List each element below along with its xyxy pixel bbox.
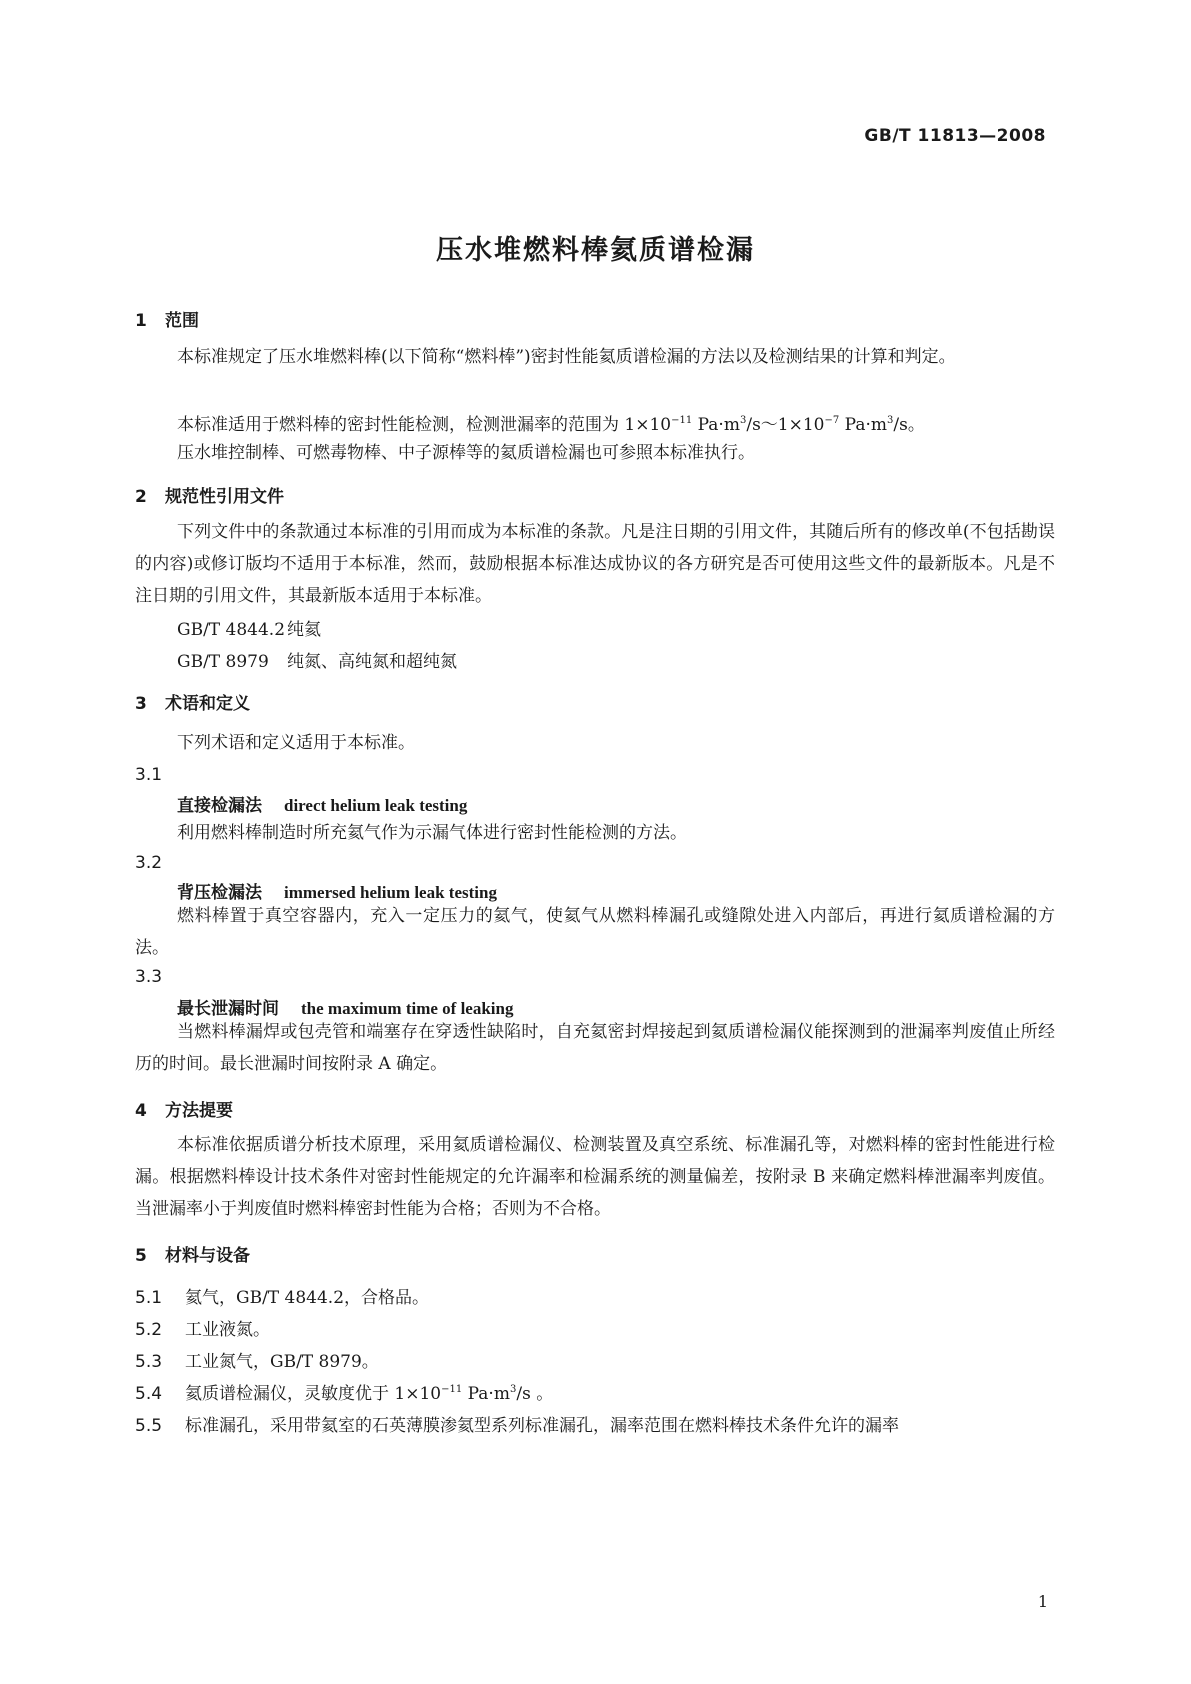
- term-number: 3.1: [135, 765, 163, 785]
- term-heading: [177, 791, 467, 816]
- term-zh: 直接检漏法: [177, 796, 262, 816]
- section-1-paragraph-1: 本标准规定了压水堆燃料棒(以下简称“燃料棒”)密封性能氦质谱检漏的方法以及检测结果的计算和判定。: [177, 347, 956, 367]
- superscript: 3: [509, 1384, 517, 1395]
- section-1-heading: [135, 306, 199, 331]
- term-definition: 当燃料棒漏焊或包壳管和端塞存在穿透性缺陷时，自充氦密封焊接起到氦质谱检漏仪能探测到的泄漏率判废值止所经历的时间。最长泄漏时间按附录 A 确定。: [135, 1022, 1055, 1074]
- document-title: 压水堆燃料棒氦质谱检漏: [436, 235, 755, 266]
- text-run: /s。: [893, 415, 925, 435]
- term-number: 3.3: [135, 967, 163, 987]
- section-number: 2: [135, 487, 147, 507]
- section-title: 方法提要: [165, 1101, 233, 1121]
- section-1-paragraph-2: [135, 405, 1055, 441]
- text-run: 本标准适用于燃料棒的密封性能检测，检测泄漏率的范围为 1×10: [177, 415, 672, 435]
- section-number: 3: [135, 694, 147, 714]
- section-4-heading: [135, 1096, 233, 1121]
- item-text: Pa·m: [462, 1384, 510, 1404]
- section-title: 材料与设备: [165, 1246, 250, 1266]
- section-title: 范围: [165, 311, 199, 331]
- reference-item: [177, 615, 321, 640]
- section-number: 1: [135, 311, 147, 331]
- section-title: 规范性引用文件: [165, 487, 284, 507]
- section-2-paragraph-1: 下列文件中的条款通过本标准的引用而成为本标准的条款。凡是注日期的引用文件，其随后所有的修改单(不包括勘误的内容)或修订版均不适用于本标准，然而，鼓励根据本标准达成协议的各方研究是否可使用这些文件的最新版本。凡是不注日期的引用文件，其最新版本适用于本标准。: [135, 522, 1055, 606]
- item-text: 工业氮气，GB/T 8979。: [185, 1352, 379, 1372]
- term-zh: 背压检漏法: [177, 883, 262, 903]
- section-5-heading: [135, 1241, 250, 1266]
- term-number: 3.2: [135, 853, 163, 873]
- term-zh: 最长泄漏时间: [177, 999, 279, 1019]
- section-2-heading: [135, 482, 284, 507]
- term-en: direct helium leak testing: [284, 796, 468, 815]
- item-number: 5.1: [135, 1288, 163, 1308]
- item-number: 5.4: [135, 1384, 163, 1404]
- term-en: the maximum time of leaking: [301, 999, 514, 1018]
- superscript: 3: [887, 415, 894, 426]
- text-run: /s～1×10: [746, 415, 825, 435]
- item-text: 氦气，GB/T 4844.2，合格品。: [185, 1288, 430, 1308]
- item-text: /s 。: [516, 1384, 554, 1404]
- superscript: −11: [671, 415, 693, 426]
- item-number: 5.2: [135, 1320, 163, 1340]
- section-number: 4: [135, 1101, 147, 1121]
- section-1-paragraph-3: 压水堆控制棒、可燃毒物棒、中子源棒等的氦质谱检漏也可参照本标准执行。: [177, 443, 755, 463]
- reference-name: 纯氦: [287, 620, 321, 640]
- text-run: Pa·m: [692, 415, 740, 435]
- standard-code: GB/T 11813—2008: [864, 126, 1046, 146]
- section-4-paragraph-1: 本标准依据质谱分析技术原理，采用氦质谱检漏仪、检测装置及真空系统、标准漏孔等，对燃料棒的密封性能进行检漏。根据燃料棒设计技术条件对密封性能规定的允许漏率和检漏系统的测量偏差，按附录 B 来确定燃料棒泄漏率判废值。当泄漏率小于判废值时燃料棒密封性能为合格；否则为不合格。: [135, 1135, 1055, 1219]
- item-text: 工业液氮。: [185, 1320, 270, 1340]
- superscript: −7: [824, 415, 840, 426]
- term-en: immersed helium leak testing: [284, 883, 497, 902]
- reference-item: [177, 647, 457, 672]
- list-item: [135, 1379, 553, 1404]
- reference-code: GB/T 4844.2: [177, 620, 286, 640]
- list-item: [135, 1315, 270, 1340]
- list-item: [135, 1283, 429, 1308]
- text-run: Pa·m: [839, 415, 887, 435]
- list-item: [135, 1411, 899, 1436]
- reference-code: GB/T 8979: [177, 652, 269, 672]
- section-3-heading: [135, 689, 250, 714]
- term-definition: 燃料棒置于真空容器内，充入一定压力的氦气，使氦气从燃料棒漏孔或缝隙处进入内部后，再进行氦质谱检漏的方法。: [135, 906, 1055, 958]
- item-text: 氦质谱检漏仪，灵敏度优于 1×10: [185, 1384, 442, 1404]
- item-number: 5.5: [135, 1416, 163, 1436]
- list-item: [135, 1347, 379, 1372]
- superscript: 3: [739, 415, 747, 426]
- item-number: 5.3: [135, 1352, 163, 1372]
- section-number: 5: [135, 1246, 147, 1266]
- section-3-intro: 下列术语和定义适用于本标准。: [177, 733, 415, 753]
- reference-name: 纯氮、高纯氮和超纯氮: [287, 652, 457, 672]
- section-title: 术语和定义: [165, 694, 250, 714]
- page-number: 1: [1037, 1592, 1048, 1611]
- superscript: −11: [441, 1384, 463, 1395]
- item-text: 标准漏孔，采用带氦室的石英薄膜渗氦型系列标准漏孔，漏率范围在燃料棒技术条件允许的漏率: [185, 1416, 899, 1436]
- term-definition: 利用燃料棒制造时所充氦气作为示漏气体进行密封性能检测的方法。: [177, 823, 687, 843]
